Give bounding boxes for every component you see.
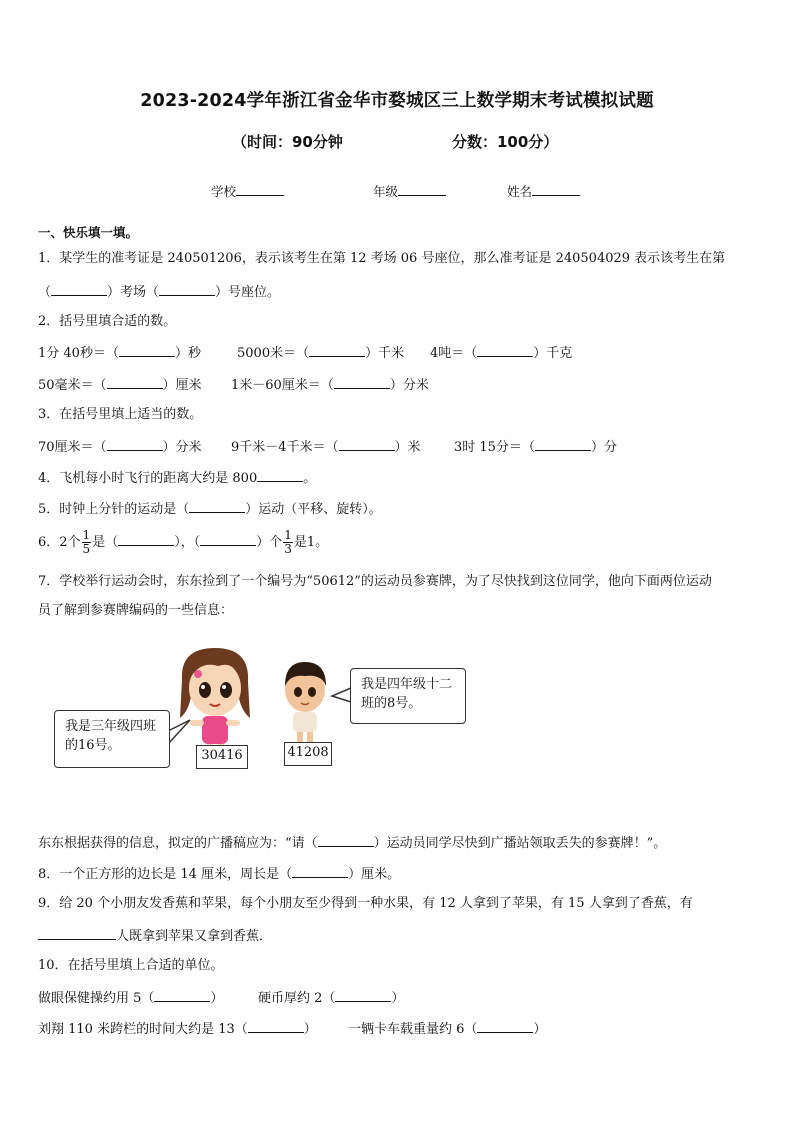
q9-text: 9．给 20 个小朋友发香蕉和苹果，每个小朋友至少得到一种水果，有 12 人拿到了苹果，有 15 人拿到了香蕉，有 xyxy=(38,896,693,911)
page-title: 2023-2024学年浙江省金华市婺城区三上数学期末考试模拟试题 xyxy=(140,91,654,111)
q8-blank[interactable] xyxy=(292,865,348,878)
section-heading: 一、快乐填一填。 xyxy=(38,225,139,240)
school-field[interactable] xyxy=(211,182,284,200)
q3-blank-1[interactable] xyxy=(107,438,163,451)
q2-blank-2[interactable] xyxy=(309,344,365,357)
q8-line: 8．一个正方形的边长是 14 厘米，周长是（ ）厘米。 xyxy=(38,867,401,882)
name-label: 姓名 xyxy=(507,184,533,199)
q2-row2b: 1米－60厘米＝（ ）分米 xyxy=(231,378,429,393)
exam-time: （时间：90分钟 xyxy=(232,133,343,151)
q3-blank-2[interactable] xyxy=(339,438,395,451)
q1-blank-room[interactable] xyxy=(51,283,107,296)
q7-text-2: 员了解到参赛牌编码的一些信息： xyxy=(38,603,234,618)
q9-blank[interactable] xyxy=(38,927,116,940)
q2-blank-1[interactable] xyxy=(119,344,175,357)
q6-blank-2[interactable] xyxy=(200,533,256,546)
q3-row-c: 3时 15分＝（ ）分 xyxy=(454,440,617,455)
q3-row: 70厘米＝（ ）分米 xyxy=(38,440,202,455)
q2-heading: 2．括号里填合适的数。 xyxy=(38,314,177,329)
q10-heading: 10．在括号里填上合适的单位。 xyxy=(38,958,224,973)
q2-row1b: 5000米＝（ ）千米 xyxy=(237,346,405,361)
q10-blank-3[interactable] xyxy=(248,1020,304,1033)
q4-line: 4．飞机每小时飞行的距离大约是 800 。 xyxy=(38,471,317,486)
q7-text-1: 7．学校举行运动会时，东东捡到了一个编号为“50612”的运动员参赛牌，为了尽快找到这位同学，他向下面两位运动 xyxy=(38,574,712,589)
q10-blank-4[interactable] xyxy=(477,1020,533,1033)
q2-blank-4[interactable] xyxy=(107,376,163,389)
q1-answer-line: （ ）考场（ ）号座位。 xyxy=(38,285,281,300)
q1-blank-seat[interactable] xyxy=(159,283,215,296)
name-field[interactable] xyxy=(507,182,580,200)
boy-illustration xyxy=(285,662,326,744)
q4-blank[interactable] xyxy=(257,469,303,482)
grade-label: 年级 xyxy=(373,184,399,199)
q5-line: 5．时钟上分针的运动是（ ）运动（平移、旋转）。 xyxy=(38,502,382,517)
q2-row1: 1分 40秒＝（ ）秒 xyxy=(38,346,201,361)
fraction-one-fifth: $\frac{1}{5}$ xyxy=(82,528,91,556)
q9-answer-line: 人既拿到苹果又拿到香蕉． xyxy=(38,927,272,945)
girl-speech-bubble: 我是三年级四班的16号。 xyxy=(54,710,170,768)
exam-score: 分数：100分） xyxy=(452,133,559,151)
q10-blank-2[interactable] xyxy=(335,989,391,1002)
grade-field[interactable] xyxy=(373,182,446,200)
girl-illustration xyxy=(180,648,250,760)
school-label: 学校 xyxy=(211,184,237,199)
q7-answer-line: 东东根据获得的信息，拟定的广播稿应为：“请（ ）运动员同学尽快到广播站领取丢失的参赛牌！”。 xyxy=(38,836,667,851)
fraction-one-third: $\frac{1}{3}$ xyxy=(284,528,292,556)
q10-row2a: 刘翔 110 米跨栏的时间大约是 13（ ） xyxy=(38,1022,317,1037)
q2-blank-3[interactable] xyxy=(477,344,533,357)
q6-line: 6．2个 $\frac{1}{5}$ 是（ ），（ ）个 $\frac{1}{3}$ 是1。 xyxy=(38,528,329,556)
girl-number-card: 30416 xyxy=(196,745,248,769)
q3-blank-3[interactable] xyxy=(535,438,591,451)
q10-blank-1[interactable] xyxy=(154,989,210,1002)
q10-row1b: 硬币厚约 2（ ） xyxy=(258,991,405,1006)
q3-heading: 3．在括号里填上适当的数。 xyxy=(38,407,203,422)
q6-blank-1[interactable] xyxy=(118,533,174,546)
q3-row-b: 9千米－4千米＝（ ）米 xyxy=(231,440,421,455)
q10-row2b: 一辆卡车载重量约 6（ ） xyxy=(348,1022,547,1037)
q10-row1a: 做眼保健操约用 5（ ） xyxy=(38,991,224,1006)
q2-row2: 50毫米＝（ ）厘米 xyxy=(38,378,202,393)
q7-blank[interactable] xyxy=(318,834,374,847)
q5-blank[interactable] xyxy=(189,500,245,513)
boy-speech-bubble: 我是四年级十二班的8号。 xyxy=(350,668,466,724)
q1-text: 1．某学生的准考证是 240501206，表示该考生在第 12 考场 06 号座位，那么准考证是 240504029 表示该考生在第 xyxy=(38,251,726,266)
q2-row1c: 4吨＝（ ）千克 xyxy=(430,346,573,361)
q2-blank-5[interactable] xyxy=(334,376,390,389)
boy-number-card: 41208 xyxy=(284,742,332,766)
